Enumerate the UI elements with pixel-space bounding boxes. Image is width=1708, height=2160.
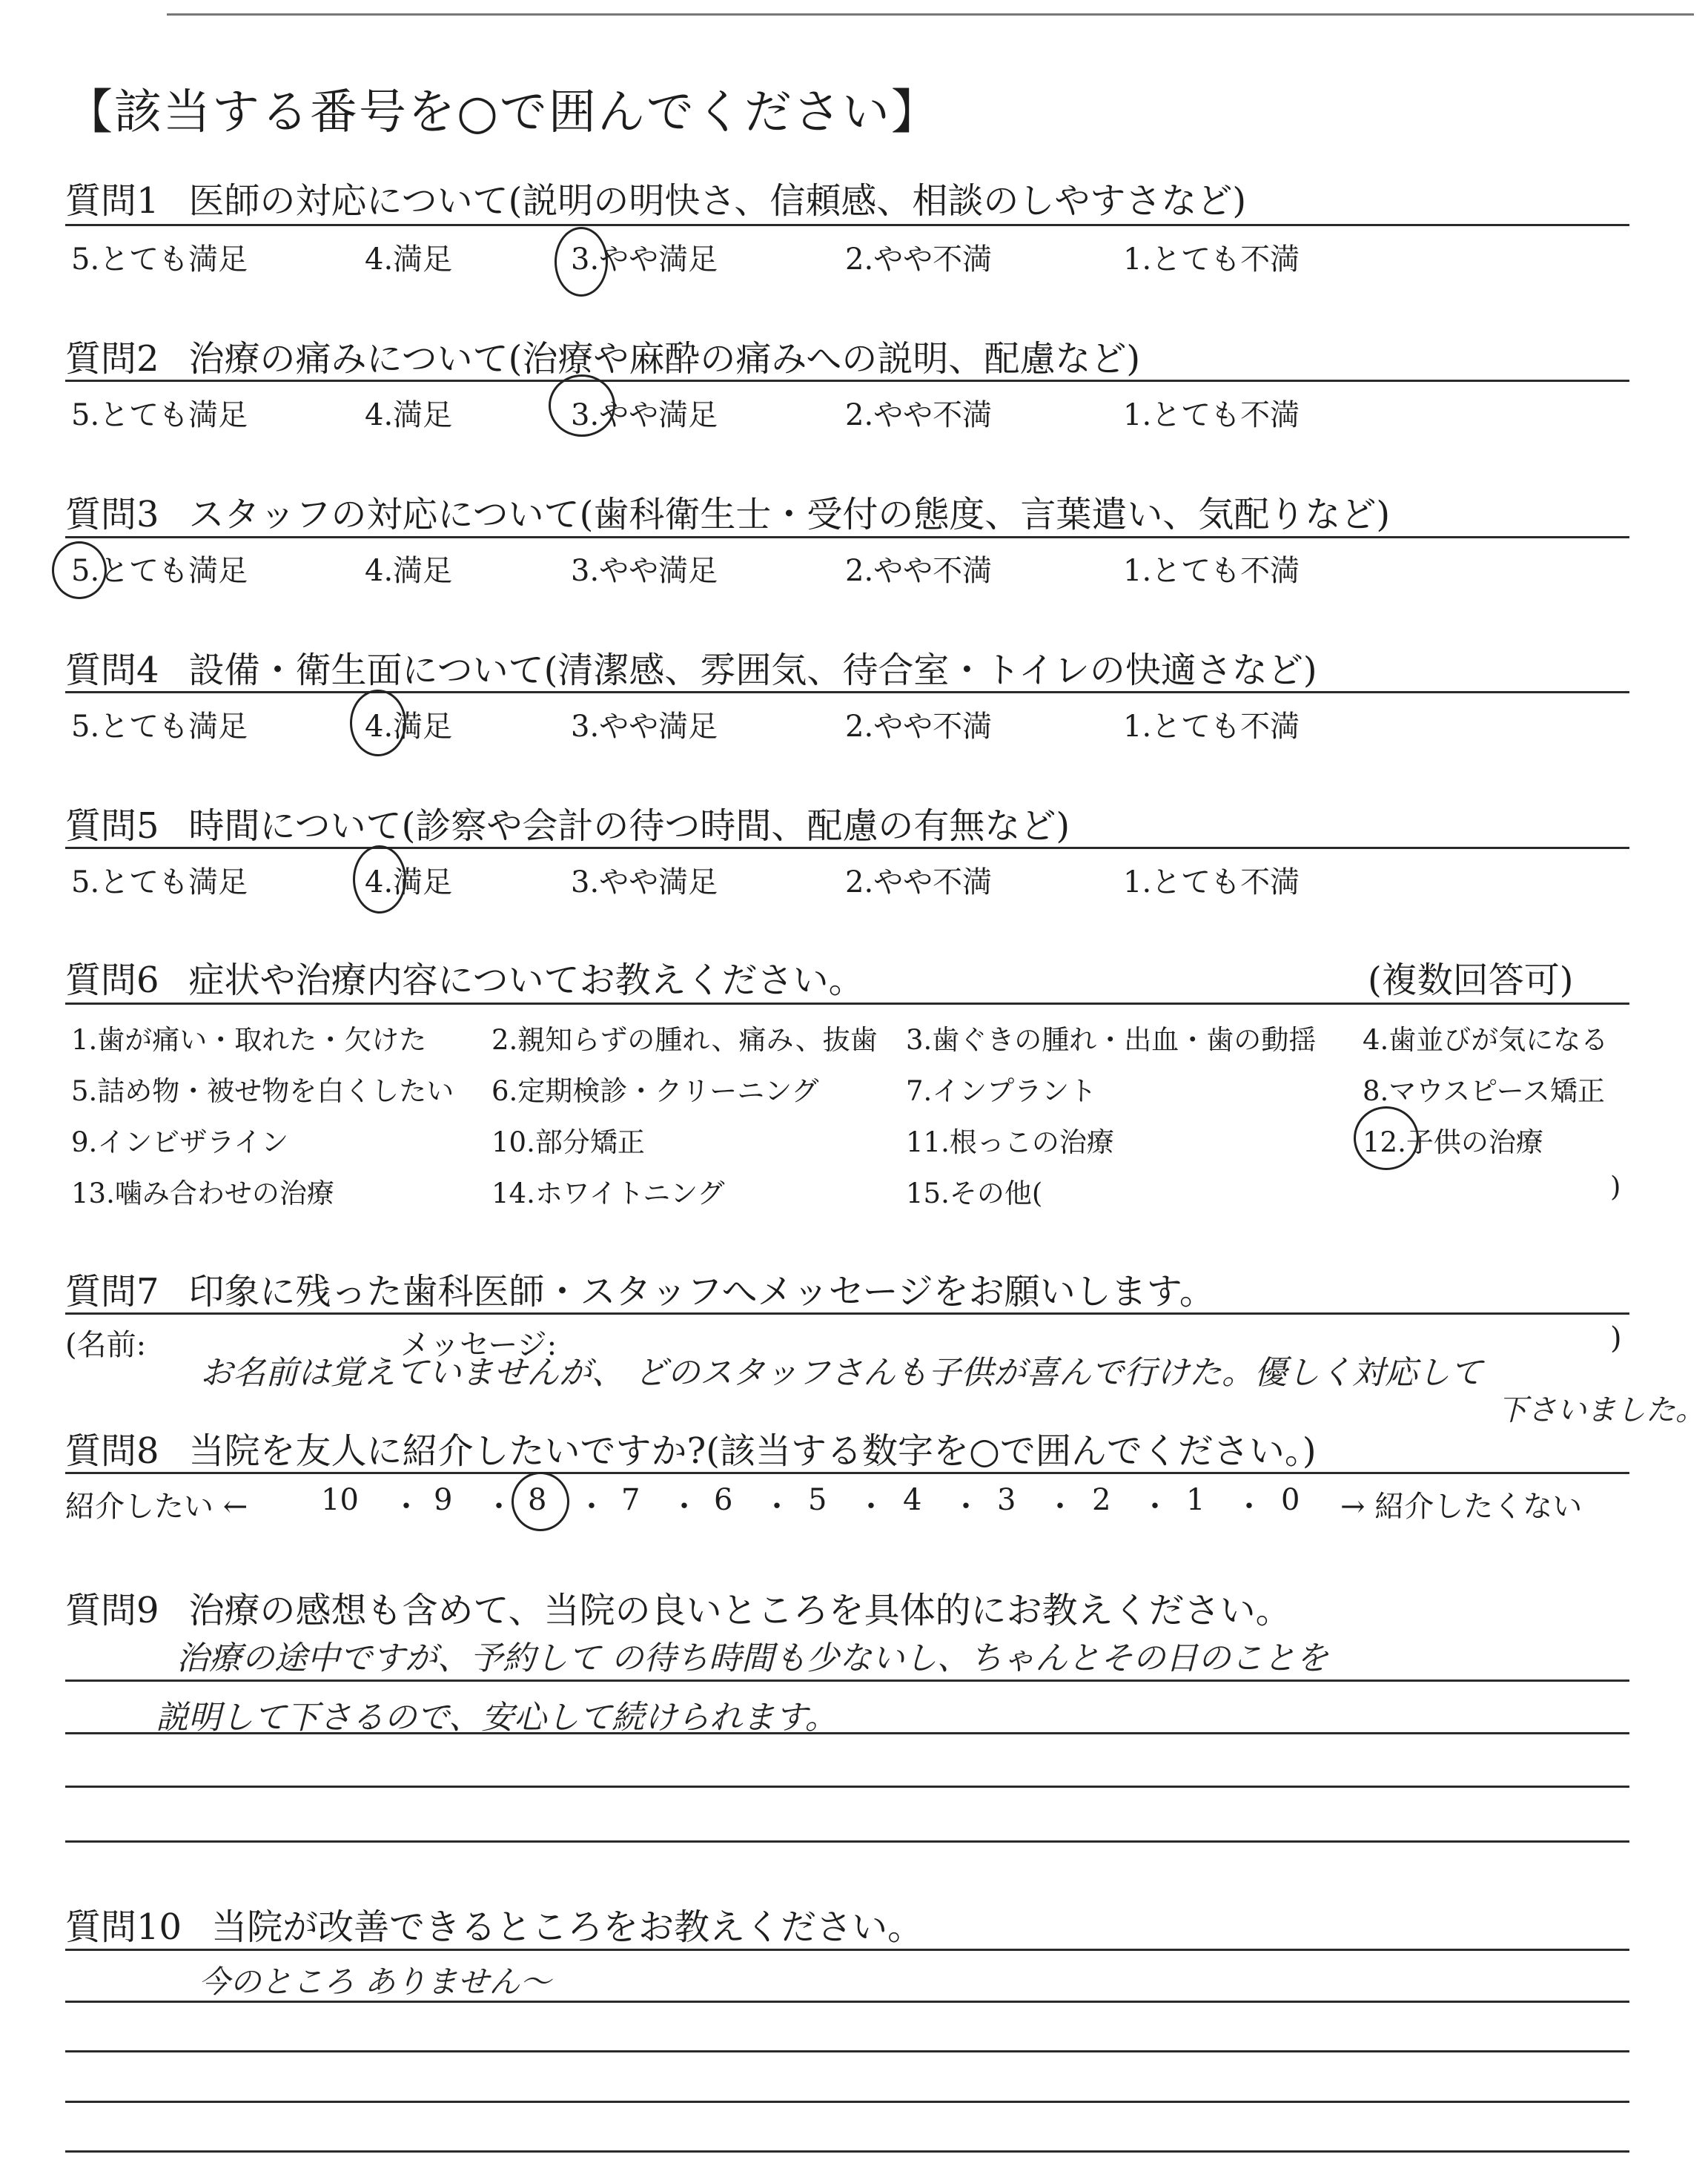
question-number: 質問7 bbox=[65, 1271, 159, 1312]
answer-line bbox=[65, 1949, 1629, 1951]
q1-option-3[interactable]: 3.やや満足 bbox=[571, 242, 718, 277]
question-number: 質問9 bbox=[65, 1590, 159, 1631]
q4-option-4[interactable]: 4.満足 bbox=[365, 710, 453, 744]
question-title: 当院が改善できるところをお教えください。 bbox=[211, 1906, 924, 1948]
answer-line bbox=[65, 2050, 1629, 2052]
q2-selection-circle bbox=[549, 374, 615, 437]
q2-option-5[interactable]: 5.とても満足 bbox=[71, 398, 248, 432]
treatment-option[interactable]: 11.根っこの治療 bbox=[906, 1126, 1114, 1158]
treatment-option[interactable]: 1.歯が痛い・取れた・欠けた bbox=[71, 1024, 427, 1056]
question-title: 設備・衛生面について(清潔感、雰囲気、待合室・トイレの快適さなど) bbox=[188, 650, 1317, 691]
q8-selection-circle bbox=[512, 1472, 569, 1531]
score-7[interactable]: 7 bbox=[621, 1483, 640, 1517]
treatment-option[interactable]: 8.マウスピース矯正 bbox=[1363, 1075, 1605, 1107]
q3-option-4[interactable]: 4.満足 bbox=[365, 554, 453, 588]
multiple-answer-note: (複数回答可) bbox=[1368, 960, 1574, 1001]
question-number: 質問8 bbox=[65, 1430, 159, 1472]
answer-line bbox=[65, 2101, 1629, 2103]
question-number: 質問6 bbox=[65, 960, 159, 1001]
question-title: 治療の感想も含めて、当院の良いところを具体的にお教えください。 bbox=[188, 1590, 1291, 1631]
question-4 bbox=[65, 641, 1317, 693]
answer-line bbox=[65, 1786, 1629, 1788]
divider bbox=[65, 847, 1629, 849]
question-10 bbox=[65, 1898, 923, 1949]
divider bbox=[65, 1312, 1629, 1315]
q2-option-3[interactable]: 3.やや満足 bbox=[571, 398, 718, 432]
question-number: 質問4 bbox=[65, 650, 159, 691]
score-2[interactable]: 2 bbox=[1092, 1483, 1111, 1517]
q2-option-4[interactable]: 4.満足 bbox=[365, 398, 453, 432]
question-number: 質問10 bbox=[65, 1906, 182, 1948]
q2-option-1[interactable]: 1.とても不満 bbox=[1123, 398, 1300, 432]
treatment-option[interactable]: 6.定期検診・クリーニング bbox=[491, 1075, 819, 1107]
question-title: スタッフの対応について(歯科衛生士・受付の態度、言葉遣い、気配りなど) bbox=[188, 494, 1391, 535]
question-title: 時間について(診察や会計の待つ時間、配慮の有無など) bbox=[188, 805, 1070, 847]
divider bbox=[65, 536, 1629, 538]
score-separator: ・ bbox=[484, 1490, 514, 1524]
q5-option-1[interactable]: 1.とても不満 bbox=[1123, 865, 1300, 899]
name-label: (名前: bbox=[65, 1328, 147, 1362]
treatment-option[interactable]: 10.部分矯正 bbox=[491, 1126, 645, 1158]
score-separator: ・ bbox=[1045, 1490, 1075, 1524]
treatment-option[interactable]: 5.詰め物・被せ物を白くしたい bbox=[71, 1075, 454, 1107]
score-9[interactable]: 9 bbox=[434, 1483, 453, 1517]
q2-option-2[interactable]: 2.やや不満 bbox=[845, 398, 993, 432]
score-separator: ・ bbox=[856, 1490, 886, 1524]
q1-selection-circle bbox=[555, 227, 608, 297]
divider bbox=[65, 224, 1629, 226]
question-7 bbox=[65, 1263, 1215, 1314]
handwritten-answer-cont: 説明して下さるので、安心して続けられます。 bbox=[156, 1699, 838, 1737]
question-number: 質問5 bbox=[65, 805, 159, 847]
page-heading: 【該当する番号を○で囲んでください】 bbox=[65, 85, 940, 140]
q4-option-2[interactable]: 2.やや不満 bbox=[845, 710, 993, 744]
q6-selection-circle bbox=[1354, 1106, 1419, 1170]
score-separator: ・ bbox=[391, 1490, 421, 1524]
score-8[interactable]: 8 bbox=[528, 1483, 547, 1517]
q3-option-3[interactable]: 3.やや満足 bbox=[571, 554, 718, 588]
q5-option-5[interactable]: 5.とても満足 bbox=[71, 865, 248, 899]
question-2 bbox=[65, 330, 1140, 381]
question-number: 質問3 bbox=[65, 494, 159, 535]
treatment-option[interactable]: 7.インプラント bbox=[906, 1075, 1097, 1107]
answer-line bbox=[65, 1680, 1629, 1682]
treatment-option[interactable]: 15.その他( bbox=[906, 1178, 1043, 1209]
score-separator: ・ bbox=[951, 1490, 981, 1524]
score-10[interactable]: 10 bbox=[321, 1483, 359, 1517]
score-separator: ・ bbox=[577, 1490, 606, 1524]
treatment-option[interactable]: 2.親知らずの腫れ、痛み、抜歯 bbox=[491, 1024, 878, 1056]
question-title: 症状や治療内容についてお教えください。 bbox=[188, 960, 864, 1001]
q3-option-2[interactable]: 2.やや不満 bbox=[845, 554, 993, 588]
answer-line bbox=[65, 2150, 1629, 2153]
answer-line bbox=[65, 1840, 1629, 1843]
question-title: 治療の痛みについて(治療や麻酔の痛みへの説明、配慮など) bbox=[188, 338, 1141, 380]
divider bbox=[65, 1003, 1629, 1005]
answer-line bbox=[65, 1732, 1629, 1734]
score-separator: ・ bbox=[669, 1490, 699, 1524]
question-title: 当院を友人に紹介したいですか?(該当する数字を○で囲んでください。) bbox=[188, 1430, 1317, 1472]
recommend-right-label: → 紹介したくない bbox=[1340, 1490, 1583, 1524]
score-6[interactable]: 6 bbox=[714, 1483, 733, 1517]
score-3[interactable]: 3 bbox=[997, 1483, 1016, 1517]
message-label: メッセージ: bbox=[400, 1328, 557, 1362]
q4-option-5[interactable]: 5.とても満足 bbox=[71, 710, 248, 744]
handwritten-message-cont: 下さいました。 bbox=[1497, 1393, 1705, 1427]
q7-close-paren: ) bbox=[1610, 1321, 1622, 1355]
recommend-left-label: 紹介したい ← bbox=[65, 1490, 248, 1524]
question-title: 医師の対応について(説明の明快さ、信頼感、相談のしやすさなど) bbox=[188, 180, 1247, 222]
q4-option-3[interactable]: 3.やや満足 bbox=[571, 710, 718, 744]
question-number: 質問1 bbox=[65, 180, 159, 222]
answer-line bbox=[65, 2001, 1629, 2003]
question-number: 質問2 bbox=[65, 338, 159, 380]
question-6 bbox=[65, 951, 864, 1003]
q5-selection-circle bbox=[353, 845, 406, 914]
handwritten-message: お名前は覚えていませんが、 どのスタッフさんも子供が喜んで行けた。優しく対応して bbox=[200, 1354, 1483, 1392]
treatment-option[interactable]: 12.子供の治療 bbox=[1363, 1126, 1543, 1158]
question-3 bbox=[65, 486, 1390, 537]
score-5[interactable]: 5 bbox=[808, 1483, 827, 1517]
q1-option-4[interactable]: 4.満足 bbox=[365, 242, 453, 277]
treatment-option[interactable]: 14.ホワイトニング bbox=[491, 1178, 725, 1209]
q4-selection-circle bbox=[350, 690, 406, 756]
question-8 bbox=[65, 1422, 1317, 1473]
treatment-option[interactable]: 9.インビザライン bbox=[71, 1126, 289, 1158]
question-1 bbox=[65, 172, 1246, 223]
divider bbox=[65, 691, 1629, 693]
treatment-option[interactable]: 13.噛み合わせの治療 bbox=[71, 1178, 334, 1209]
other-close-paren: ) bbox=[1610, 1171, 1621, 1203]
divider bbox=[65, 380, 1629, 382]
q3-option-5[interactable]: 5.とても満足 bbox=[71, 554, 248, 588]
q5-option-2[interactable]: 2.やや不満 bbox=[845, 865, 993, 899]
score-separator: ・ bbox=[1234, 1490, 1264, 1524]
divider bbox=[65, 1472, 1629, 1474]
q5-option-4[interactable]: 4.満足 bbox=[365, 865, 453, 899]
q1-option-5[interactable]: 5.とても満足 bbox=[71, 242, 248, 277]
score-0[interactable]: 0 bbox=[1281, 1483, 1300, 1517]
q3-option-1[interactable]: 1.とても不満 bbox=[1123, 554, 1300, 588]
score-1[interactable]: 1 bbox=[1186, 1483, 1205, 1517]
score-4[interactable]: 4 bbox=[903, 1483, 922, 1517]
handwritten-answer: 治療の途中ですが、予約して の待ち時間も少ないし、ちゃんとその日のことを bbox=[176, 1639, 1328, 1677]
question-9 bbox=[65, 1582, 1291, 1633]
score-separator: ・ bbox=[762, 1490, 792, 1524]
q3-selection-circle bbox=[52, 541, 107, 599]
page-edge-line bbox=[167, 13, 1694, 16]
q4-option-1[interactable]: 1.とても不満 bbox=[1123, 710, 1300, 744]
question-title: 印象に残った歯科医師・スタッフへメッセージをお願いします。 bbox=[188, 1271, 1215, 1312]
treatment-option[interactable]: 3.歯ぐきの腫れ・出血・歯の動揺 bbox=[906, 1024, 1317, 1056]
score-separator: ・ bbox=[1140, 1490, 1170, 1524]
q1-option-2[interactable]: 2.やや不満 bbox=[845, 242, 993, 277]
handwritten-improvement: 今のところ ありません〜 bbox=[199, 1964, 552, 2000]
q1-option-1[interactable]: 1.とても不満 bbox=[1123, 242, 1300, 277]
q5-option-3[interactable]: 3.やや満足 bbox=[571, 865, 718, 899]
question-5 bbox=[65, 797, 1070, 848]
treatment-option[interactable]: 4.歯並びが気になる bbox=[1363, 1024, 1609, 1056]
